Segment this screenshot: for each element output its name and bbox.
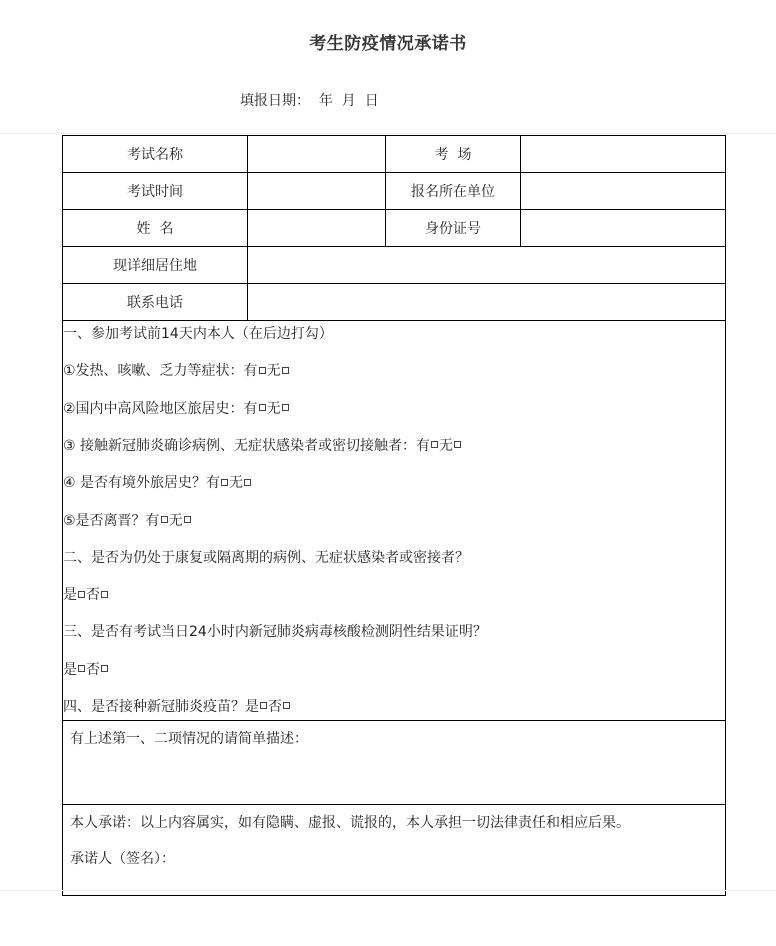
exam-venue-label: 考 场 (386, 136, 521, 173)
commitment-form-table (62, 135, 726, 896)
question-2-heading: 二、是否为仍处于康复或隔离期的病例、无症状感染者或密接者？ (63, 549, 469, 566)
table-row (63, 721, 726, 805)
checkbox-yes[interactable] (78, 665, 85, 672)
description-label: 有上述第一、二项情况的请简单描述： (70, 731, 308, 747)
table-row (63, 284, 726, 321)
question-1-heading: 一、参加考试前14天内本人（在后边打勾） (63, 326, 333, 343)
checkbox-none[interactable] (244, 479, 251, 486)
question-3-heading: 三、是否有考试当日24小时内新冠肺炎病毒核酸检测阴性结果证明？ (63, 624, 487, 641)
signature-label[interactable]: 承诺人（签名）： (70, 851, 175, 867)
address-field[interactable] (248, 247, 726, 284)
checkbox-yes[interactable] (260, 702, 267, 709)
checkbox-have[interactable] (431, 441, 438, 448)
table-row (63, 805, 726, 896)
question-1-symptoms: ①发热、咳嗽、乏力等症状：有 无 (63, 361, 725, 381)
checkbox-have[interactable] (259, 404, 266, 411)
description-section[interactable] (63, 721, 726, 805)
promise-statement: 本人承诺：以上内容属实，如有隐瞒、虚报、谎报的，本人承担一切法律责任和相应后果。 (70, 815, 630, 831)
exam-time-label: 考试时间 (63, 173, 248, 210)
table-row (63, 210, 726, 247)
exam-venue-field[interactable] (521, 136, 726, 173)
exam-name-label: 考试名称 (63, 136, 248, 173)
registration-unit-label: 报名所在单位 (386, 173, 521, 210)
question-1-left-province: ⑤是否离晋？有 无 (63, 511, 725, 531)
table-row (63, 321, 726, 721)
bottom-divider (0, 890, 776, 891)
phone-field[interactable] (248, 284, 726, 321)
checkbox-none[interactable] (184, 516, 191, 523)
health-questions-section (63, 321, 726, 721)
id-number-field[interactable] (521, 210, 726, 247)
checkbox-none[interactable] (282, 404, 289, 411)
name-label: 姓 名 (63, 210, 248, 247)
checkbox-none[interactable] (454, 441, 461, 448)
checkbox-yes[interactable] (78, 591, 85, 598)
table-row (63, 247, 726, 284)
name-field[interactable] (248, 210, 386, 247)
fill-date: 填报日期： 年 月 日 (240, 93, 379, 109)
question-1-overseas: ④ 是否有境外旅居史？有 无 (63, 473, 725, 493)
question-2-answer: 是 否 (63, 585, 725, 605)
question-1-contact: ③ 接触新冠肺炎确诊病例、无症状感染者或密切接触者：有 无 (63, 436, 725, 456)
address-label: 现详细居住地 (63, 247, 248, 284)
table-row (63, 173, 726, 210)
checkbox-have[interactable] (161, 516, 168, 523)
checkbox-have[interactable] (259, 367, 266, 374)
question-1-risk-area: ②国内中高风险地区旅居史：有 无 (63, 399, 725, 419)
exam-time-field[interactable] (248, 173, 386, 210)
phone-label: 联系电话 (63, 284, 248, 321)
table-row (63, 136, 726, 173)
checkbox-none[interactable] (282, 367, 289, 374)
checkbox-no[interactable] (101, 591, 108, 598)
question-3-answer: 是 否 (63, 660, 725, 680)
top-divider (0, 133, 776, 134)
checkbox-no[interactable] (283, 702, 290, 709)
checkbox-no[interactable] (101, 665, 108, 672)
promise-section (63, 805, 726, 896)
exam-name-field[interactable] (248, 136, 386, 173)
document-title: 考生防疫情况承诺书 (309, 34, 467, 54)
question-4-vaccine: 四、是否接种新冠肺炎疫苗？是 否 (63, 697, 725, 717)
checkbox-have[interactable] (221, 479, 228, 486)
id-number-label: 身份证号 (386, 210, 521, 247)
registration-unit-field[interactable] (521, 173, 726, 210)
